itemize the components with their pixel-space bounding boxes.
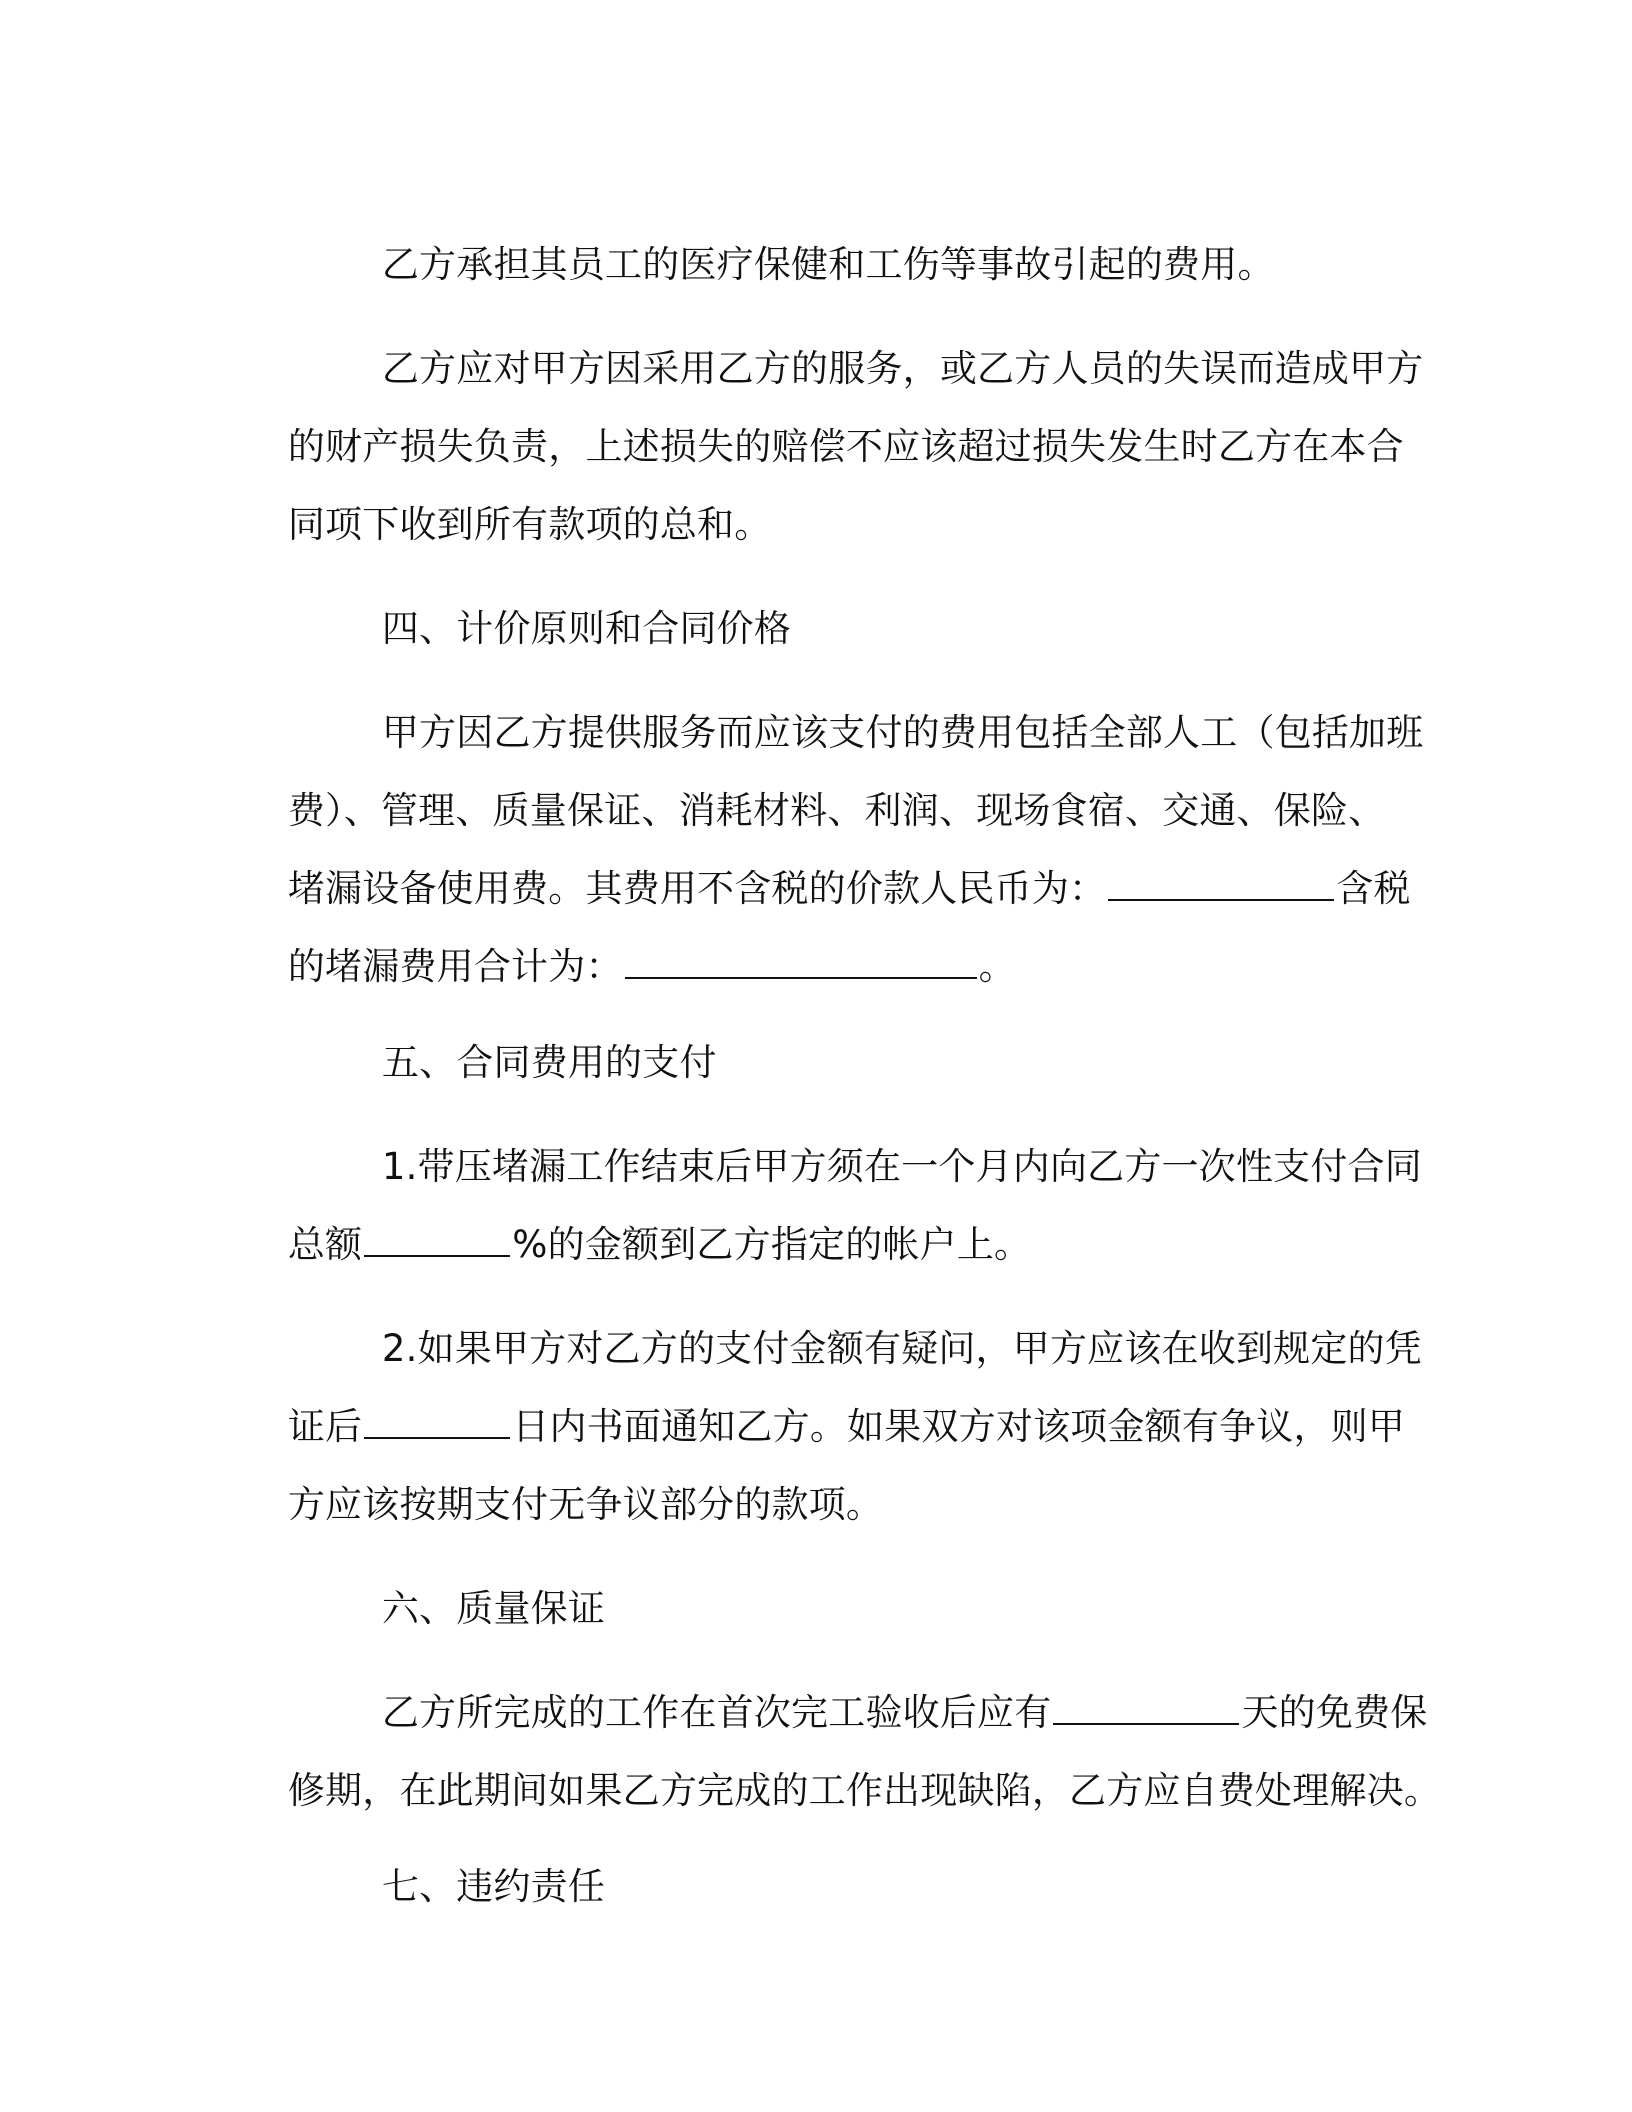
paragraph-payment-2-line-3 bbox=[240, 1433, 884, 1526]
text-line: %的金额到乙方指定的帐户上。 bbox=[512, 1223, 1032, 1266]
paragraph-warranty-line-1 bbox=[334, 1641, 1428, 1734]
section-heading-pricing bbox=[334, 557, 792, 650]
heading-text: 七、违约责任 bbox=[381, 1865, 606, 1908]
paragraph-liability-line-1 bbox=[334, 297, 1424, 390]
blank-payment-percentage[interactable] bbox=[364, 1225, 510, 1257]
paragraph-payment-1-line-1 bbox=[334, 1095, 1422, 1188]
section-heading-quality bbox=[334, 1537, 606, 1630]
text-line: 日内书面通知乙方。如果双方对该项金额有争议，则甲 bbox=[512, 1405, 1406, 1448]
text-line: 1.带压堵漏工作结束后甲方须在一个月内向乙方一次性支付合同 bbox=[381, 1145, 1422, 1188]
paragraph-fees-line-4 bbox=[240, 895, 1016, 988]
text-line: 修期，在此期间如果乙方完成的工作出现缺陷，乙方应自费处理解决。 bbox=[287, 1769, 1442, 1812]
section-heading-payment bbox=[334, 991, 717, 1084]
paragraph-fees-line-2 bbox=[240, 739, 1386, 832]
paragraph-payment-2-line-1 bbox=[334, 1277, 1422, 1370]
text-line: 乙方应对甲方因采用乙方的服务，或乙方人员的失误而造成甲方 bbox=[381, 347, 1424, 390]
paragraph-liability-line-2 bbox=[240, 375, 1404, 468]
text-line: 甲方因乙方提供服务而应该支付的费用包括全部人工（包括加班 bbox=[381, 711, 1424, 754]
paragraph-payment-1-line-2 bbox=[240, 1173, 1032, 1266]
section-heading-breach bbox=[334, 1815, 606, 1908]
text-line: 乙方承担其员工的医疗保健和工伤等事故引起的费用。 bbox=[381, 243, 1275, 286]
text-line: 总额 bbox=[287, 1223, 363, 1266]
paragraph-liability-line-3 bbox=[240, 453, 772, 546]
heading-text: 五、合同费用的支付 bbox=[381, 1041, 717, 1084]
text-line: 。 bbox=[978, 945, 1016, 988]
paragraph-payment-2-line-2 bbox=[240, 1355, 1406, 1448]
text-line: 费）、管理、质量保证、消耗材料、利润、现场食宿、交通、保险、 bbox=[287, 789, 1386, 832]
text-line: 堵漏设备使用费。其费用不含税的价款人民币为： bbox=[287, 867, 1107, 910]
paragraph-fees-line-1 bbox=[334, 661, 1424, 754]
paragraph-fees-line-3 bbox=[240, 817, 1411, 910]
text-line: 2.如果甲方对乙方的支付金额有疑问，甲方应该在收到规定的凭 bbox=[381, 1327, 1422, 1370]
text-line: 的堵漏费用合计为： bbox=[287, 945, 623, 988]
text-line: 同项下收到所有款项的总和。 bbox=[287, 503, 772, 546]
text-line: 乙方所完成的工作在首次完工验收后应有 bbox=[381, 1691, 1052, 1734]
text-line: 方应该按期支付无争议部分的款项。 bbox=[287, 1483, 884, 1526]
blank-price-excluding-tax[interactable] bbox=[1108, 869, 1334, 901]
text-line: 天的免费保 bbox=[1241, 1691, 1428, 1734]
text-line: 的财产损失负责，上述损失的赔偿不应该超过损失发生时乙方在本合 bbox=[287, 425, 1404, 468]
heading-text: 六、质量保证 bbox=[381, 1587, 606, 1630]
paragraph-medical-costs bbox=[334, 193, 1275, 286]
text-line: 含税 bbox=[1336, 867, 1411, 910]
heading-text: 四、计价原则和合同价格 bbox=[381, 607, 792, 650]
blank-total-including-tax[interactable] bbox=[625, 947, 977, 979]
text-line: 证后 bbox=[287, 1405, 363, 1448]
paragraph-warranty-line-2 bbox=[240, 1719, 1442, 1812]
